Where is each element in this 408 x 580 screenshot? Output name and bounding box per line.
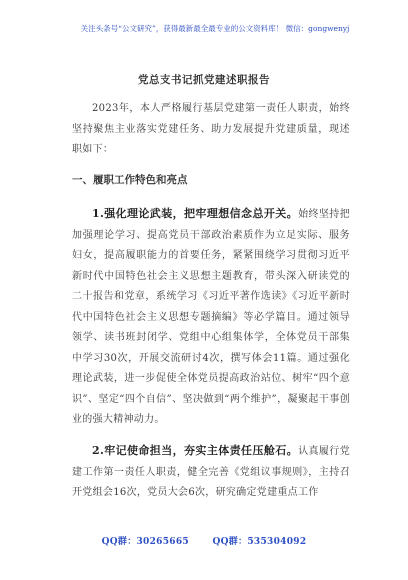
footer-qq-group-2: QQ群：535304092 [212, 537, 307, 547]
point-2-lead: 2.牢记使命担当，夯实主体责任压舱石。 [92, 444, 299, 457]
section-heading-1: 一、履职工作特色和亮点 [72, 174, 188, 186]
point-2-text: 认真履行党建工作第一责任人职责，健全完善《党组议事规则》，主持召开党组会16次，党员大会6次，研究确定党建重点工作 [72, 446, 350, 498]
page-title: 党总支书记抓党建述职报告 [138, 74, 270, 86]
footer [0, 534, 408, 547]
footer-qq-group-1: QQ群：30265665 [101, 537, 189, 547]
point-1-text: 始终坚持把加强理论学习、提高党员干部政治素质作为立足实际、服务妇女，提高履职能力的首要任务，紧紧围绕学习贯彻习近平新时代中国特色社会主义思想主题教育，带头深入研读党的二十报告和党章，系统学习《习近平著作选读》《习近平新时代中国特色社会主义思想专题摘编》等必学篇目。通过领导领学、读书班封闭学、党组中心组集体学，全体党员干部集中学习30次，开展交流研讨4次，撰写体会11篇。通过强化理论武装，进一步促使全体党员提高政治站位、树牢“四个意识”、坚定“四个自信”、坚决做到“两个维护”，凝聚起干事创业的强大精神动力。 [72, 209, 350, 425]
intro-paragraph: 2023年，本人严格履行基层党建第一责任人职责，始终坚持聚焦主业落实党建任务、助力发展提升党建质量，现述职如下： [72, 103, 350, 155]
promo-banner: 关注头条号“公文研究”，获得最新最全最专业的公文资料库！ 微信：gongwenyj [80, 24, 350, 33]
point-1-paragraph [72, 204, 350, 431]
point-2-paragraph [72, 441, 350, 504]
point-1-lead: 1.强化理论武装，把牢理想信念总开关。 [92, 207, 299, 220]
